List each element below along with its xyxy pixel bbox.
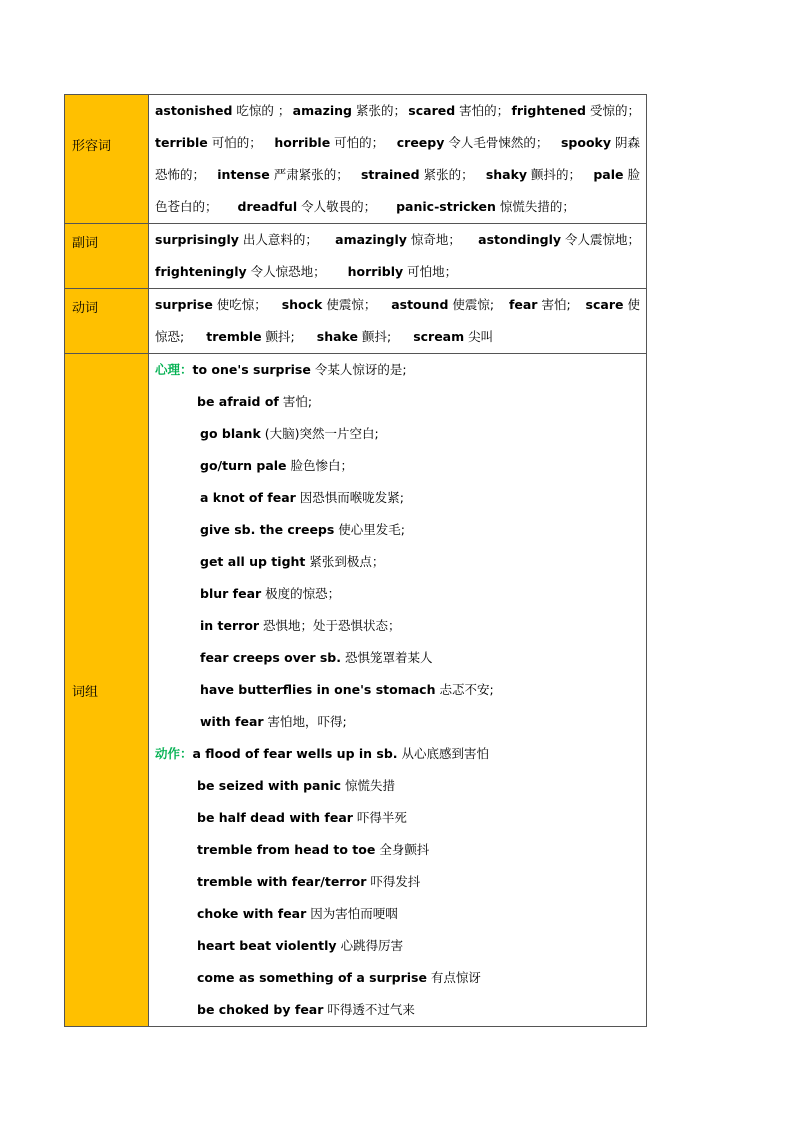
entry-line [155, 191, 640, 223]
category-cell [65, 95, 149, 224]
english-phrase: get all up tight [200, 554, 306, 569]
vocab-entry [317, 321, 391, 353]
chinese-meaning: 害怕; [537, 297, 571, 312]
phrase-line [155, 418, 640, 450]
english-phrase: with fear [200, 714, 264, 729]
english-term: frightened [511, 103, 586, 118]
phrase-line [155, 450, 640, 482]
chinese-meaning: 吃惊的 ； [232, 103, 291, 118]
chinese-meaning: 严肃紧张的； [269, 167, 349, 182]
vocab-entry [238, 191, 377, 223]
chinese-meaning: 使震惊; [448, 297, 495, 312]
adjective-row [65, 95, 647, 224]
english-phrase: be choked by fear [197, 1002, 324, 1017]
category-cell [65, 354, 149, 1027]
english-phrase: give sb. the creeps [200, 522, 335, 537]
chinese-meaning: 尖叫 [464, 329, 494, 344]
psychology-list [155, 354, 640, 738]
english-phrase: fear creeps over sb. [200, 650, 342, 665]
chinese-meaning: 害怕的； [455, 103, 510, 118]
category-label: 形容词 [72, 139, 112, 154]
english-term: frighteningly [155, 264, 247, 279]
vocab-entry [335, 224, 461, 256]
english-term: horribly [347, 264, 404, 279]
english-term: panic-stricken [396, 199, 496, 214]
vocabulary-table [64, 94, 647, 1027]
vocab-entry [155, 224, 318, 256]
phrase-line [155, 386, 640, 418]
chinese-meaning: 脸 [623, 167, 640, 182]
vocab-entry [391, 289, 494, 321]
entries-cell [149, 354, 647, 1027]
chinese-meaning: 颤抖; [261, 329, 295, 344]
phrase-line [155, 482, 640, 514]
chinese-meaning: 吓得发抖 [366, 874, 421, 889]
phrase-line [155, 578, 640, 610]
vocab-entry [593, 159, 640, 191]
chinese-meaning: 惊恐; [155, 329, 185, 344]
english-term: strained [360, 167, 420, 182]
chinese-meaning: 极度的惊恐； [261, 586, 341, 601]
phrase-line [155, 514, 640, 546]
english-term: scare [585, 297, 624, 312]
category-cell [65, 224, 149, 289]
english-phrase: be afraid of [197, 394, 279, 409]
entry-line [155, 321, 640, 353]
chinese-meaning: 令人毛骨悚然的； [444, 135, 549, 150]
vocab-entry [509, 289, 571, 321]
chinese-meaning: 可怕的； [207, 135, 262, 150]
chinese-meaning: 恐惧地；处于恐惧状态； [259, 618, 401, 633]
vocab-entry [155, 321, 184, 353]
entry-line [155, 127, 640, 159]
english-term: shock [281, 297, 323, 312]
english-phrase: to one's surprise [192, 362, 311, 377]
chinese-meaning: 可怕地； [403, 264, 458, 279]
section-label: 心理： [155, 362, 193, 377]
phrase-line [155, 898, 640, 930]
phrase-line [155, 770, 640, 802]
vocab-entry [155, 191, 218, 223]
english-phrase: in terror [200, 618, 260, 633]
vocab-entry [293, 95, 406, 127]
english-term: creepy [396, 135, 445, 150]
english-term: scream [413, 329, 465, 344]
category-label: 词组 [72, 684, 99, 700]
adverb-lines [155, 224, 640, 288]
chinese-meaning: (大脑)突然一片空白; [260, 426, 379, 441]
chinese-meaning: 吓得透不过气来 [323, 1002, 415, 1017]
phrase-line [155, 962, 640, 994]
english-term: amazing [292, 103, 352, 118]
entry-line [155, 95, 640, 127]
entries-cell [149, 95, 647, 224]
action-list [155, 738, 640, 1026]
phrase-line [155, 706, 640, 738]
english-phrase: tremble with fear/terror [197, 874, 367, 889]
category-label: 副词 [72, 236, 99, 251]
english-phrase: a knot of fear [200, 490, 296, 505]
phrase-line [155, 994, 640, 1026]
entry-line [155, 159, 640, 191]
vocab-entry [586, 289, 640, 321]
chinese-meaning: 可怕的； [330, 135, 385, 150]
english-phrase: come as something of a surprise [197, 970, 427, 985]
entry-line [155, 289, 640, 321]
vocab-entry [274, 127, 384, 159]
entry-line [155, 224, 640, 256]
english-phrase: heart beat violently [197, 938, 337, 953]
vocab-entry [155, 256, 326, 288]
chinese-meaning: 紧张的； [419, 167, 474, 182]
english-term: shake [316, 329, 358, 344]
english-term: astonished [155, 103, 233, 118]
chinese-meaning: 脸色惨白； [286, 458, 354, 473]
chinese-meaning: 惊奇地； [406, 232, 461, 247]
vocab-entry [486, 159, 581, 191]
chinese-meaning: 从心底感到害怕 [397, 746, 490, 761]
verb-row [65, 289, 647, 354]
phrase-line [155, 930, 640, 962]
chinese-meaning: 恐惧笼罩着某人 [341, 650, 433, 665]
chinese-meaning: 使 [623, 297, 640, 312]
english-term: tremble [206, 329, 262, 344]
entry-line [155, 256, 640, 288]
english-phrase: tremble from head to toe [197, 842, 376, 857]
english-term: shaky [485, 167, 528, 182]
adverb-row [65, 224, 647, 289]
english-phrase: go/turn pale [200, 458, 287, 473]
vocab-entry [155, 127, 262, 159]
english-term: scared [408, 103, 456, 118]
chinese-meaning: 吓得半死 [352, 810, 407, 825]
vocab-entry [155, 95, 290, 127]
vocab-entry [397, 127, 549, 159]
english-term: pale [593, 167, 624, 182]
chinese-meaning: 心跳得厉害 [336, 938, 404, 953]
chinese-meaning: 使震惊； [322, 297, 377, 312]
vocab-entry [511, 95, 640, 127]
english-term: astondingly [478, 232, 562, 247]
chinese-meaning: 令人震惊地； [561, 232, 640, 247]
phrase-row [65, 354, 647, 1027]
category-cell [65, 289, 149, 354]
english-term: horrible [274, 135, 331, 150]
chinese-meaning: 恐怖的； [155, 167, 206, 182]
chinese-meaning: 令人敬畏的； [297, 199, 377, 214]
phrase-line [155, 354, 640, 386]
english-phrase: choke with fear [197, 906, 307, 921]
vocab-entry [155, 159, 205, 191]
phrase-line [155, 546, 640, 578]
english-term: surprisingly [155, 232, 239, 247]
chinese-meaning: 受惊的； [586, 103, 640, 118]
chinese-meaning: 颤抖; [358, 329, 392, 344]
phrase-line [155, 738, 640, 770]
chinese-meaning: 全身颤抖 [375, 842, 430, 857]
english-phrase: go blank [200, 426, 261, 441]
chinese-meaning: 出人意料的； [238, 232, 318, 247]
vocab-entry [361, 159, 474, 191]
english-term: intense [217, 167, 270, 182]
chinese-meaning: 令某人惊讶的是; [310, 362, 407, 377]
category-label: 动词 [72, 301, 99, 316]
chinese-meaning: 因为害怕而哽咽 [306, 906, 398, 921]
chinese-meaning: 色苍白的； [155, 199, 218, 214]
chinese-meaning: 害怕地，吓得; [263, 714, 347, 729]
phrase-line [155, 866, 640, 898]
vocab-entry [155, 289, 267, 321]
chinese-meaning: 颤抖的； [527, 167, 582, 182]
english-phrase: be seized with panic [197, 778, 342, 793]
entries-cell [149, 224, 647, 289]
phrase-line [155, 642, 640, 674]
vocab-entry [396, 191, 575, 223]
english-term: surprise [155, 297, 213, 312]
chinese-meaning: 阴森 [611, 135, 640, 150]
phrase-line [155, 674, 640, 706]
chinese-meaning: 使吃惊； [212, 297, 267, 312]
entries-cell [149, 289, 647, 354]
vocab-entry [217, 159, 348, 191]
phrase-line [155, 834, 640, 866]
english-term: terrible [155, 135, 208, 150]
chinese-meaning: 惊慌失措的； [495, 199, 575, 214]
chinese-meaning: 因恐惧而喉咙发紧; [295, 490, 404, 505]
chinese-meaning: 有点惊讶 [426, 970, 481, 985]
vocab-entry [408, 95, 509, 127]
english-phrase: a flood of fear wells up in sb. [192, 746, 398, 761]
chinese-meaning: 紧张的； [351, 103, 406, 118]
phrase-line [155, 802, 640, 834]
english-term: dreadful [237, 199, 298, 214]
english-term: astound [391, 297, 449, 312]
verb-lines [155, 289, 640, 353]
vocab-entry [413, 321, 493, 353]
vocab-entry [282, 289, 377, 321]
vocab-entry [348, 256, 457, 288]
section-label: 动作： [155, 746, 193, 761]
vocab-entry [206, 321, 295, 353]
vocab-entry [478, 224, 640, 256]
english-phrase: blur fear [200, 586, 262, 601]
english-phrase: be half dead with fear [197, 810, 353, 825]
english-phrase: have butterflies in one's stomach [200, 682, 436, 697]
adjective-lines [155, 95, 640, 223]
vocab-entry [561, 127, 640, 159]
english-term: amazingly [335, 232, 407, 247]
chinese-meaning: 害怕; [278, 394, 313, 409]
chinese-meaning: 紧张到极点； [305, 554, 385, 569]
english-term: spooky [560, 135, 611, 150]
chinese-meaning: 令人惊恐地； [246, 264, 326, 279]
chinese-meaning: 惊慌失措 [341, 778, 396, 793]
chinese-meaning: 使心里发毛; [334, 522, 406, 537]
chinese-meaning: 忐忑不安; [435, 682, 494, 697]
phrase-line [155, 610, 640, 642]
english-term: fear [508, 297, 538, 312]
